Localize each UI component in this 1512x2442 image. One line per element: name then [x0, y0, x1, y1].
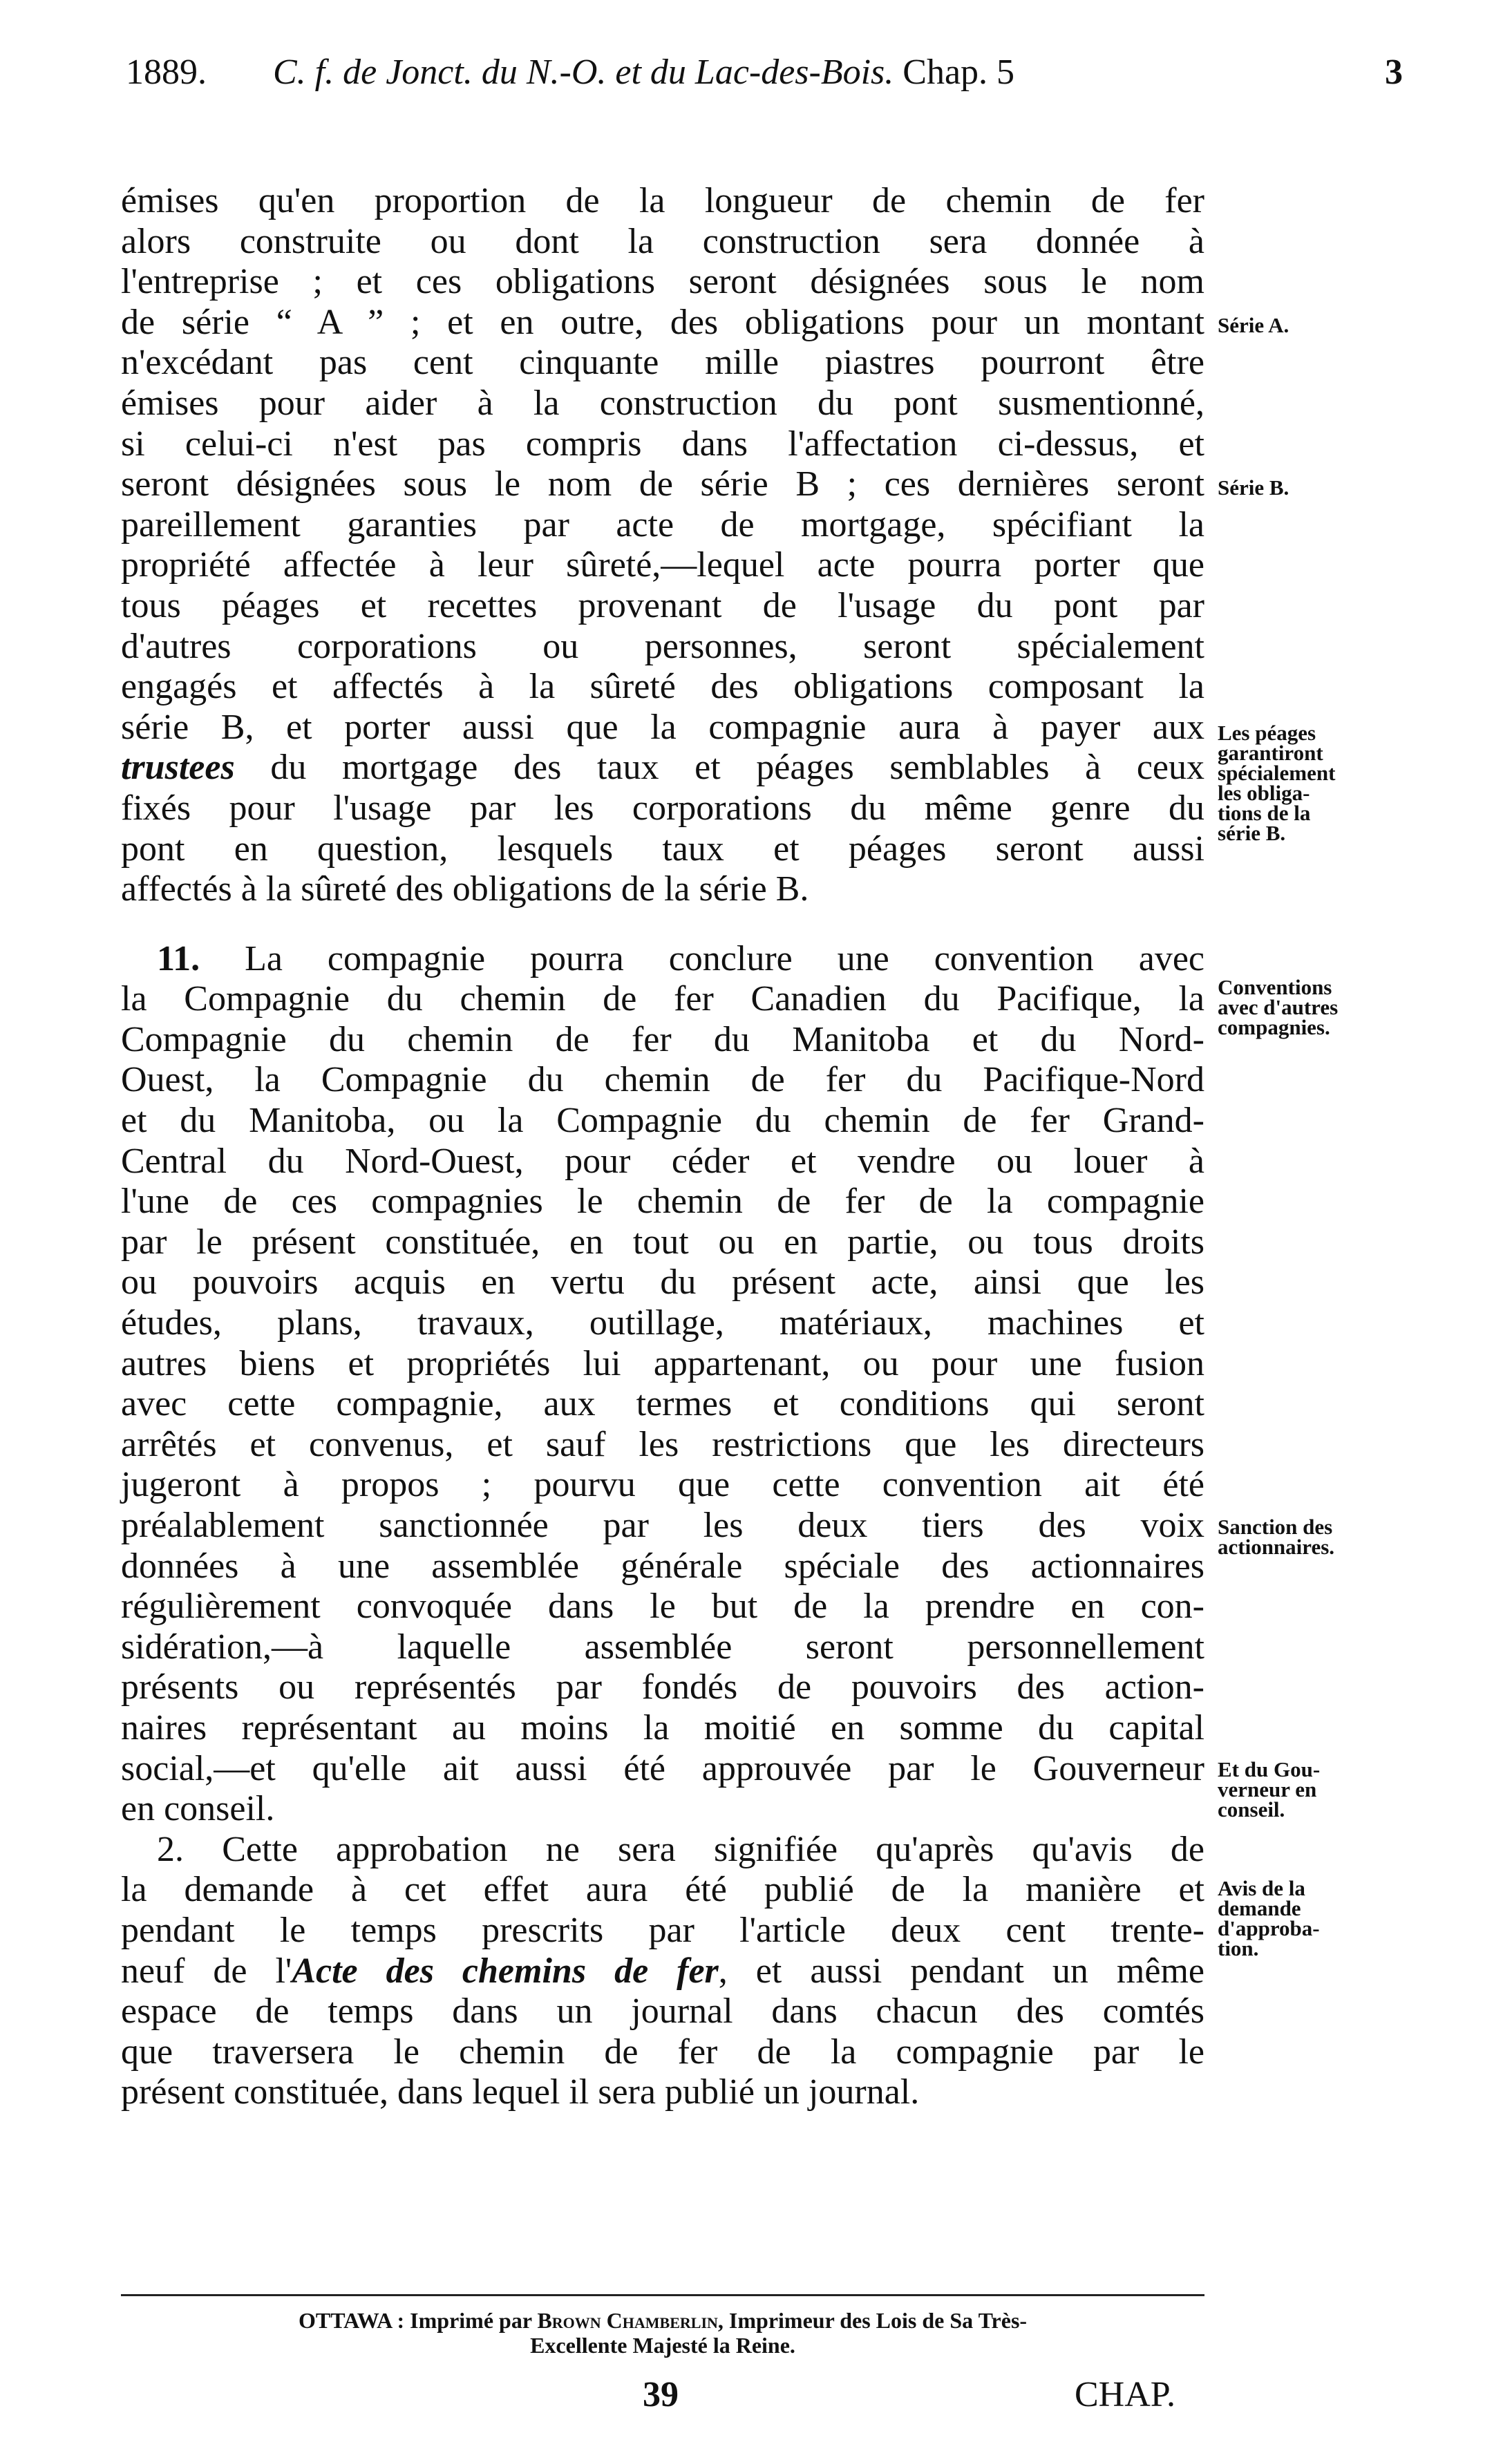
text-line: présents ou représentés par fondés de pouvoirs des action-	[121, 1667, 1204, 1707]
text-line: naires représentant au moins la moitié en somme du capital	[121, 1707, 1204, 1748]
text-segment: , et aussi pendant un même	[718, 1951, 1204, 1991]
margin-note-line: compagnies.	[1218, 1015, 1330, 1039]
text-line: sidération,—à laquelle assemblée seront personnellement	[121, 1627, 1204, 1667]
text-line: d'autres corporations ou personnes, seront spécialement	[121, 626, 1204, 666]
text-line: jugeront à propos ; pourvu que cette convention ait été	[121, 1465, 1204, 1505]
running-header	[117, 52, 1403, 107]
margin-note-line: demande	[1218, 1896, 1301, 1920]
text-line: fixés pour l'usage par les corporations du même genre du	[121, 788, 1204, 828]
text-line: ou pouvoirs acquis en vertu du présent acte, ainsi que les	[121, 1262, 1204, 1303]
margin-note-line: spécialement	[1218, 761, 1336, 785]
header-title	[273, 52, 1014, 93]
text-line: la demande à cet effet aura été publié de la manière et	[121, 1870, 1204, 1910]
margin-note-line: les obliga-	[1218, 781, 1310, 805]
text-line: autres biens et propriétés lui appartenant, ou pour une fusion	[121, 1343, 1204, 1383]
text-line	[121, 939, 1204, 980]
subsection-2	[121, 1830, 1204, 2113]
margin-note-line: Sanction des	[1218, 1515, 1333, 1539]
signature-mark: 39	[643, 2375, 679, 2414]
header-chapter: Chap. 5	[903, 53, 1015, 92]
margin-note-serie-b: Série B.	[1218, 475, 1289, 500]
text-line: par le présent constituée, en tout ou en partie, ou tous droits	[121, 1222, 1204, 1262]
text-line: pareillement garanties par acte de mortgage, spécifiant la	[121, 504, 1204, 545]
header-year: 1889.	[126, 53, 207, 92]
margin-note-line: tion.	[1218, 1936, 1259, 1960]
text-line: avec cette compagnie, aux termes et conditions qui seront	[121, 1384, 1204, 1424]
text-line: alors construite ou dont la construction sera donnée à	[121, 221, 1204, 261]
margin-note-gouverneur	[1218, 1759, 1397, 1819]
text-line: espace de temps dans un journal dans chacun des comtés	[121, 1991, 1204, 2032]
imprint-text: , Imprimeur des Lois de Sa Très-	[717, 2308, 1028, 2333]
margin-note-line: série B.	[1218, 821, 1286, 845]
text-segment: neuf de l'	[121, 1951, 292, 1991]
printer-imprint	[121, 2308, 1204, 2358]
footer-rule	[121, 2294, 1204, 2296]
text-line: régulièrement convoquée dans le but de la prendre en con-	[121, 1587, 1204, 1627]
margin-note-serie-a: Série A.	[1218, 313, 1289, 337]
text-line	[121, 748, 1204, 788]
text-line: émises qu'en proportion de la longueur de chemin de fer	[121, 181, 1204, 220]
margin-note-line: d'approba-	[1218, 1916, 1320, 1940]
printer-name: Brown Chamberlin	[537, 2308, 718, 2333]
text-line: en conseil.	[121, 1789, 275, 1829]
margin-note-peages	[1218, 723, 1397, 843]
header-act-title: C. f. de Jonct. du N.-O. et du Lac-des-Bois.	[273, 53, 894, 92]
text-line: social,—et qu'elle ait aussi été approuvée par le Gouverneur	[121, 1748, 1204, 1788]
margin-note-line: tions de la	[1218, 801, 1311, 825]
text-line: l'une de ces compagnies le chemin de fer de la compagnie	[121, 1182, 1204, 1222]
text-line: présent constituée, dans lequel il sera publié un journal.	[121, 2072, 920, 2112]
text-segment: du mortgage des taux et péages semblables à ceux	[234, 748, 1204, 788]
text-line: Ouest, la Compagnie du chemin de fer du Pacifique-Nord	[121, 1060, 1204, 1100]
text-line: que traversera le chemin de fer de la compagnie par le	[121, 2032, 1204, 2072]
paragraph-continuation	[121, 181, 1204, 910]
text-segment: La compagnie pourra conclure une convention avec	[200, 938, 1204, 978]
text-line: l'entreprise ; et ces obligations seront désignées sous le nom	[121, 262, 1204, 302]
section-number: 11.	[157, 938, 200, 978]
text-line: tous péages et recettes provenant de l'usage du pont par	[121, 585, 1204, 625]
italic-act-title: Acte des chemins de fer	[292, 1951, 719, 1991]
text-line: série B, et porter aussi que la compagnie aura à payer aux	[121, 707, 1204, 747]
margin-note-line: garantiront	[1218, 741, 1323, 765]
text-line: seront désignées sous le nom de série B ; ces dernières seront	[121, 464, 1204, 504]
text-line: préalablement sanctionnée par les deux tiers des voix	[121, 1506, 1204, 1545]
text-line	[121, 1951, 1204, 1992]
text-line: propriété affectée à leur sûreté,—lequel acte pourra porter que	[121, 545, 1204, 585]
imprint-line: Excellente Majesté la Reine.	[530, 2333, 795, 2358]
text-line: Compagnie du chemin de fer du Manitoba et du Nord-	[121, 1019, 1204, 1059]
italic-term: trustees	[121, 748, 235, 788]
body-text	[121, 181, 1204, 2113]
text-line: Central du Nord-Ouest, pour céder et vendre ou louer à	[121, 1141, 1204, 1181]
text-line: données à une assemblée générale spéciale des actionnaires	[121, 1546, 1204, 1586]
text-line: arrêtés et convenus, et sauf les restrictions que les directeurs	[121, 1424, 1204, 1464]
text-line: de série “ A ” ; et en outre, des obligations pour un montant	[121, 302, 1204, 342]
text-line: 2. Cette approbation ne sera signifiée qu'après qu'avis de	[157, 1829, 1204, 1869]
text-line: engagés et affectés à la sûreté des obligations composant la	[121, 667, 1204, 707]
catchword: CHAP.	[1075, 2375, 1175, 2414]
margin-note-line: Conventions	[1218, 975, 1332, 999]
margin-note-sanction	[1218, 1517, 1397, 1557]
text-line: la Compagnie du chemin de fer Canadien du Pacifique, la	[121, 979, 1204, 1019]
margin-note-line: Les péages	[1218, 721, 1316, 745]
text-line: si celui-ci n'est pas compris dans l'affectation ci-dessus, et	[121, 424, 1204, 464]
margin-note-conventions	[1218, 977, 1397, 1037]
text-line: pont en question, lesquels taux et péages seront aussi	[121, 829, 1204, 869]
margin-note-line: Avis de la	[1218, 1876, 1305, 1900]
text-line: et du Manitoba, ou la Compagnie du chemin de fer Grand-	[121, 1101, 1204, 1141]
margin-note-line: avec d'autres	[1218, 995, 1339, 1019]
text-line: études, plans, travaux, outillage, matériaux, machines et	[121, 1303, 1204, 1343]
margin-note-line: conseil.	[1218, 1797, 1285, 1821]
margin-note-line: verneur en	[1218, 1777, 1317, 1801]
text-line: affectés à la sûreté des obligations de la série B.	[121, 869, 809, 909]
section-11	[121, 939, 1204, 1830]
margin-note-line: Et du Gou-	[1218, 1757, 1321, 1781]
text-line: émises pour aider à la construction du pont susmentionné,	[121, 383, 1204, 423]
page-number: 3	[1385, 53, 1403, 92]
text-line: n'excédant pas cent cinquante mille piastres pourront être	[121, 343, 1204, 383]
text-line: pendant le temps prescrits par l'article deux cent trente-	[121, 1910, 1204, 1950]
margin-note-line: actionnaires.	[1218, 1535, 1335, 1559]
imprint-line	[121, 2308, 1204, 2333]
margin-note-avis	[1218, 1878, 1397, 1958]
imprint-text: OTTAWA : Imprimé par	[298, 2308, 538, 2333]
